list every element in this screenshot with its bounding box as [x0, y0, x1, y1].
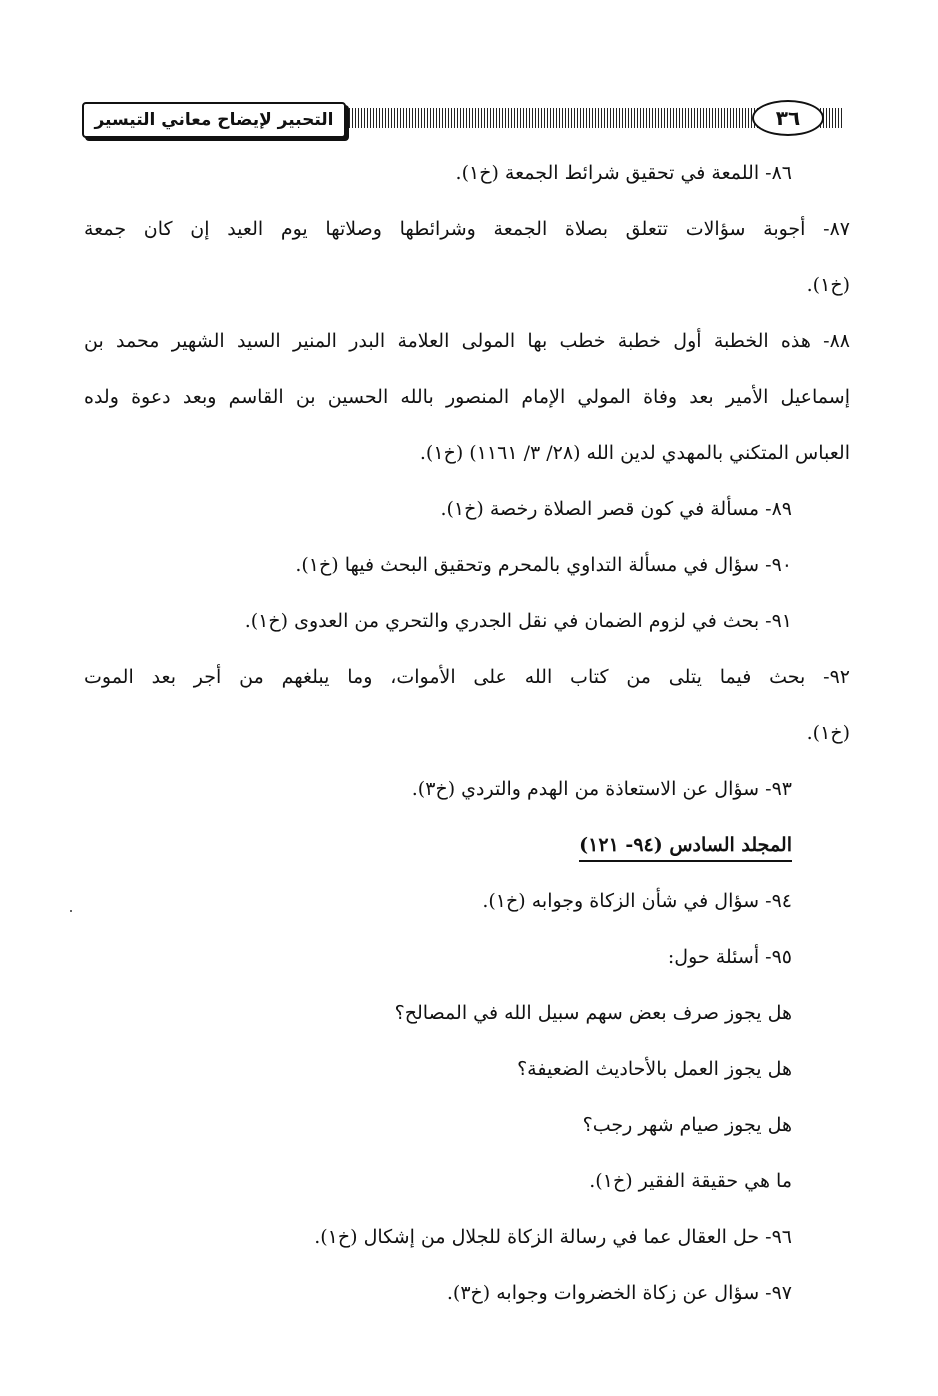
- entry-95-question-1: هل يجوز صرف بعض سهم سبيل الله في المصالح؟: [394, 1002, 792, 1024]
- entry-88-line-2: إسماعيل الأمير بعد وفاة المولي الإمام المنصور بالله الحسين بن القاسم وبعد دعوة ولده: [84, 386, 850, 408]
- entry-88-line-3: العباس المتكني بالمهدي لدين الله (٢٨/ ٣/ ١١٦١) (خ١).: [419, 442, 850, 464]
- entry-91: ٩١- بحث في لزوم الضمان في نقل الجدري والتحري من العدوى (خ١).: [244, 610, 792, 632]
- entry-96: ٩٦- حل العقال عما في رسالة الزكاة للجلال من إشكال (خ١).: [314, 1226, 792, 1248]
- entry-95-question-4: ما هي حقيقة الفقير (خ١).: [589, 1170, 792, 1192]
- entry-87-line-2: (خ١).: [806, 274, 850, 296]
- entry-95-question-2: هل يجوز العمل بالأحاديث الضعيفة؟: [517, 1058, 792, 1080]
- entry-89: ٨٩- مسألة في كون قصر الصلاة رخصة (خ١).: [440, 498, 792, 520]
- page-number: ٣٦: [752, 100, 824, 136]
- scan-speck: [70, 910, 72, 912]
- entry-92-line-1: ٩٢- بحث فيما يتلى من كتاب الله على الأموات، وما يبلغهم من أجر بعد الموت: [84, 666, 850, 688]
- page-body: [84, 145, 850, 1321]
- entry-88-line-1: ٨٨- هذه الخطبة أول خطبة خطب بها المولى العلامة البدر المنير السيد الشهير محمد بن: [84, 330, 850, 352]
- entry-92-line-2: (خ١).: [806, 722, 850, 744]
- page-header: [82, 96, 844, 142]
- entry-95-question-3: هل يجوز صيام شهر رجب؟: [582, 1114, 792, 1136]
- section-heading-row: [84, 817, 792, 873]
- running-title: التحبير لإيضاح معاني التيسير: [82, 102, 346, 138]
- entry-87-line-1: ٨٧- أجوبة سؤالات تتعلق بصلاة الجمعة وشرائطها وصلاتها يوم العيد إن كان جمعة: [84, 218, 850, 240]
- entry-90: ٩٠- سؤال في مسألة التداوي بالمحرم وتحقيق البحث فيها (خ١).: [295, 554, 792, 576]
- entry-97: ٩٧- سؤال عن زكاة الخضروات وجوابه (خ٣).: [446, 1282, 792, 1304]
- entry-95: ٩٥- أسئلة حول:: [667, 946, 792, 968]
- entry-94: ٩٤- سؤال في شأن الزكاة وجوابه (خ١).: [482, 890, 792, 912]
- entry-86: ٨٦- اللمعة في تحقيق شرائط الجمعة (خ١).: [455, 162, 792, 184]
- section-heading: المجلد السادس (٩٤- ١٢١): [579, 830, 792, 862]
- entry-93: ٩٣- سؤال عن الاستعاذة من الهدم والتردي (خ٣).: [411, 778, 792, 800]
